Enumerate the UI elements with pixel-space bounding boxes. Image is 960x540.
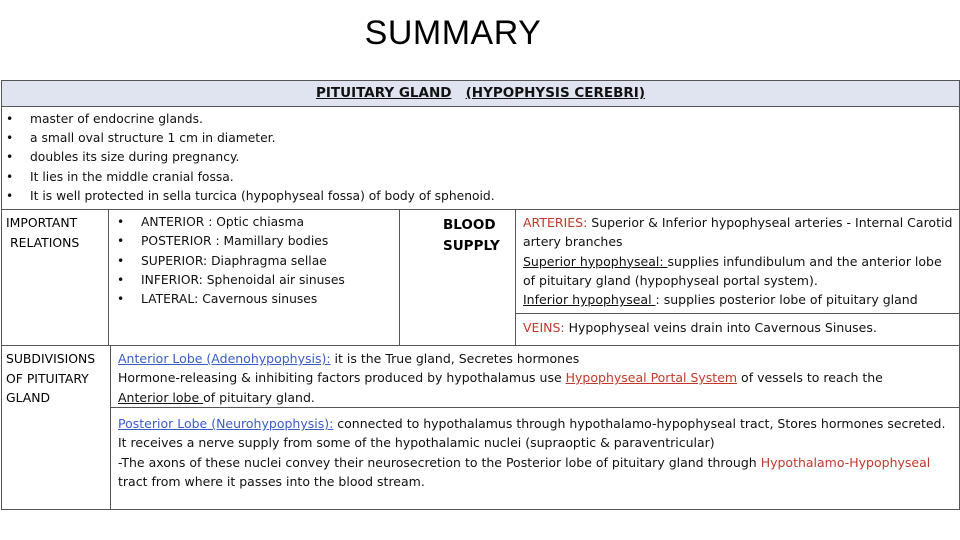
relations-label-2: RELATIONS: [10, 234, 80, 250]
list-item: • INFERIOR: Sphenoidal air sinuses: [117, 271, 399, 290]
list-item: • LATERAL: Cavernous sinuses: [117, 290, 399, 309]
list-item: • It lies in the middle cranial fossa.: [6, 168, 495, 187]
relations-cell: [108, 209, 400, 346]
subdivisions-label-2: OF PITUITARY: [6, 370, 89, 386]
list-item: • POSTERIOR : Mamillary bodies: [117, 232, 399, 251]
subdivisions-label-3: GLAND: [6, 390, 51, 405]
table-header: [1, 80, 960, 107]
blood-label-1: BLOOD: [443, 217, 496, 233]
relations-label-1: IMPORTANT: [6, 215, 78, 230]
relations-label-cell: [1, 209, 109, 346]
veins-cell: [515, 313, 960, 346]
subdivisions-label-cell: [1, 345, 111, 510]
list-item: • ANTERIOR : Optic chiasma: [117, 213, 399, 232]
list-item: • SUPERIOR: Diaphragma sellae: [117, 252, 399, 271]
anterior-lobe-cell: [110, 345, 960, 408]
header-sub: (HYPOPHYSIS CEREBRI): [465, 85, 645, 101]
list-item: • master of endocrine glands.: [6, 110, 495, 129]
list-item: • doubles its size during pregnancy.: [6, 148, 495, 167]
posterior-lobe-cell: [110, 407, 960, 510]
facts-list: [6, 110, 495, 206]
arteries-text: ARTERIES: Superior & Inferior hypophyseal arteries - Internal Carotid artery branches Superior hypophyseal: supplies infundibulum and the anterior lobe of pituitary gland (hypophyseal portal system). Inferior hypophyseal : supplies posterior lobe of pituitary gland: [523, 215, 953, 308]
relations-list: [109, 210, 399, 309]
posterior-lobe-text: Posterior Lobe (Neurohypophysis): connected to hypothalamus through hypothalamo-hypophyseal tract, Stores hormones secreted. It receives a nerve supply from some of the hypothalamic nuclei (supraoptic & paraventricular) -The axons of these nuclei convey their neurosecretion to the Posterior lobe of pituitary gland through Hypothalamo-Hypophyseal tract from where it passes into the blood stream.: [118, 416, 946, 489]
list-item: • a small oval structure 1 cm in diameter.: [6, 129, 495, 148]
page-title: SUMMARY: [364, 14, 542, 52]
subdivisions-label-1: SUBDIVISIONS: [6, 351, 96, 366]
anterior-lobe-text: Anterior Lobe (Adenohypophysis): it is the True gland, Secretes hormones Hormone-releasing & inhibiting factors produced by hypothalamus use Hypophyseal Portal System of vessels to reach the Anterior lobe of pituitary gland.: [118, 351, 883, 405]
blood-label-2: SUPPLY: [443, 238, 500, 254]
veins-text: VEINS: Hypophyseal veins drain into Cavernous Sinuses.: [523, 320, 877, 335]
header-main: PITUITARY GLAND: [316, 85, 452, 101]
list-item: • It is well protected in sella turcica (hypophyseal fossa) of body of sphenoid.: [6, 187, 495, 206]
blood-label-cell: [399, 209, 516, 346]
arteries-cell: [515, 209, 960, 314]
